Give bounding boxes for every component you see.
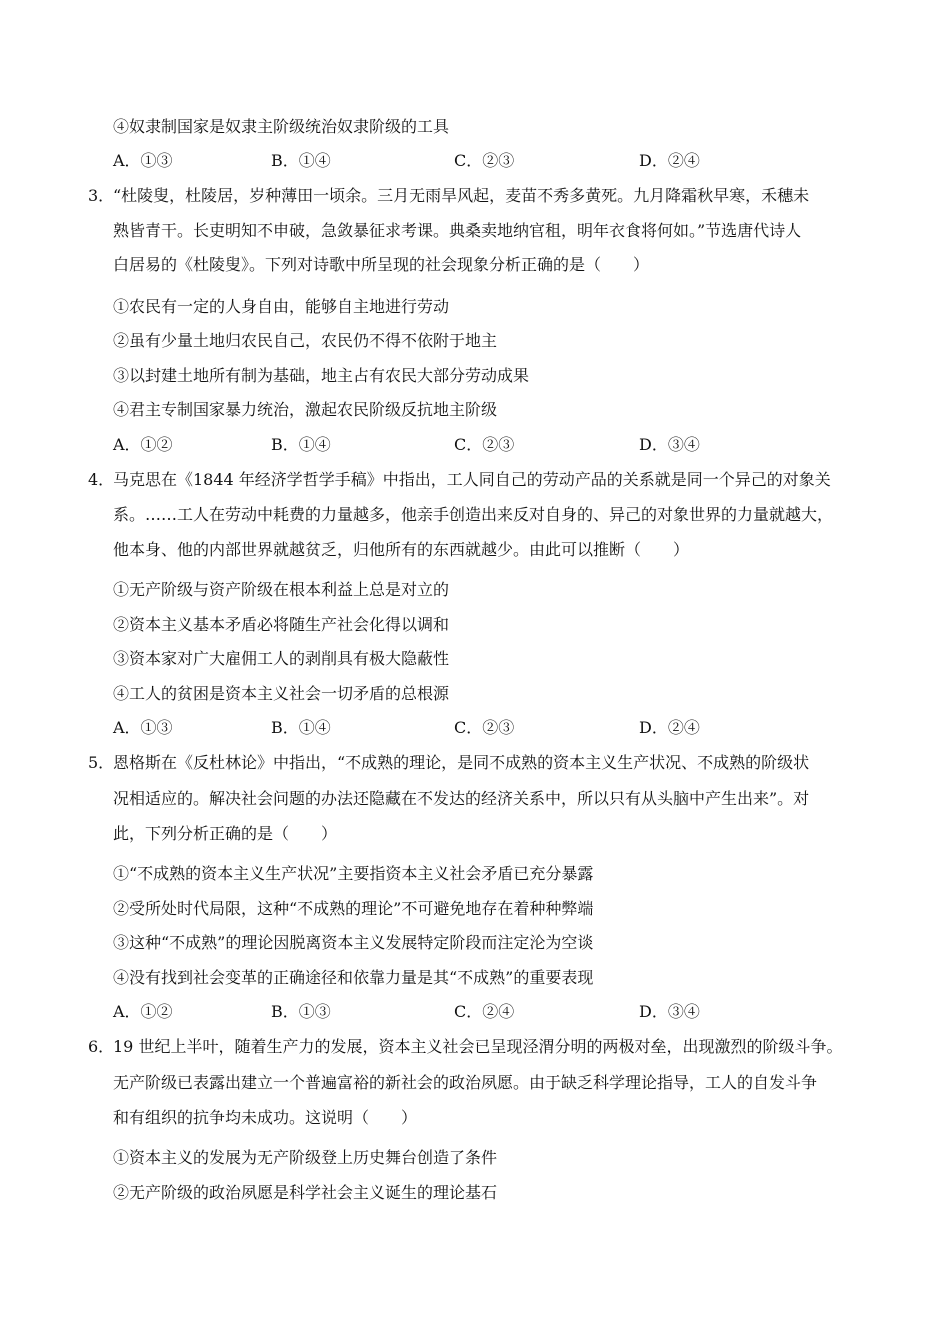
q2-choice-c[interactable]: C．②③: [454, 151, 515, 170]
q5-stem-line-1: 恩格斯在《反杜林论》中指出，“不成熟的理论，是同不成熟的资本主义生产状况、不成熟的阶级状: [113, 753, 810, 772]
q5-choice-b[interactable]: B．①③: [271, 1002, 331, 1021]
q3-stem-line-3: 白居易的《杜陵叟》。下列对诗歌中所呈现的社会现象分析正确的是（ ）: [113, 255, 650, 274]
q4-stem-line-3: 他本身、他的内部世界就越贫乏，归他所有的东西就越少。由此可以推断（ ）: [113, 540, 690, 559]
q6-option-2: ②无产阶级的政治夙愿是科学社会主义诞生的理论基石: [113, 1183, 498, 1202]
q5-option-1: ①“不成熟的资本主义生产状况”主要指资本主义社会矛盾已充分暴露: [113, 864, 594, 883]
q5-choice-a[interactable]: A．①②: [113, 1002, 173, 1021]
q5-choice-d[interactable]: D．③④: [639, 1002, 700, 1021]
q3-stem-line-2: 熟皆青干。长吏明知不申破，急敛暴征求考课。典桑卖地纳官租，明年衣食将何如。”节选唐代诗人: [113, 221, 802, 240]
q4-choice-b[interactable]: B．①④: [271, 718, 331, 737]
q5-stem-line-3: 此，下列分析正确的是（ ）: [113, 824, 338, 843]
q2-choice-d[interactable]: D．②④: [639, 151, 700, 170]
q3-choice-d[interactable]: D．③④: [639, 435, 700, 454]
q3-stem-line-1: “杜陵叟，杜陵居，岁种薄田一顷余。三月无雨旱风起，麦苗不秀多黄死。九月降霜秋早寒，禾穗未: [113, 186, 810, 205]
q6-option-1: ①资本主义的发展为无产阶级登上历史舞台创造了条件: [113, 1148, 498, 1167]
q4-option-1: ①无产阶级与资产阶级在根本利益上总是对立的: [113, 580, 450, 599]
q3-choice-a[interactable]: A．①②: [113, 435, 173, 454]
q4-option-3: ③资本家对广大雇佣工人的剥削具有极大隐蔽性: [113, 649, 450, 668]
q6-stem-line-1: 19 世纪上半叶，随着生产力的发展，资本主义社会已呈现泾渭分明的两极对垒，出现激烈的阶级斗争。: [113, 1037, 843, 1056]
q4-option-2: ②资本主义基本矛盾必将随生产社会化得以调和: [113, 615, 450, 634]
q3-option-3: ③以封建土地所有制为基础，地主占有农民大部分劳动成果: [113, 366, 530, 385]
q6-stem-line-3: 和有组织的抗争均未成功。这说明（ ）: [113, 1108, 418, 1127]
q4-number: 4．: [88, 470, 115, 489]
q6-stem-line-2: 无产阶级已表露出建立一个普遍富裕的新社会的政治夙愿。由于缺乏科学理论指导，工人的自发斗争: [113, 1073, 818, 1092]
q4-choice-d[interactable]: D．②④: [639, 718, 700, 737]
q5-option-2: ②受所处时代局限，这种“不成熟的理论”不可避免地存在着种种弊端: [113, 899, 594, 918]
q4-stem-line-1: 马克思在《1844 年经济学哲学手稿》中指出，工人同自己的劳动产品的关系就是同一个异己的对象关: [113, 470, 831, 489]
q4-choice-a[interactable]: A．①③: [113, 718, 173, 737]
q5-number: 5．: [88, 753, 115, 772]
q3-option-2: ②虽有少量土地归农民自己，农民仍不得不依附于地主: [113, 331, 498, 350]
q4-option-4: ④工人的贫困是资本主义社会一切矛盾的总根源: [113, 684, 450, 703]
q6-number: 6．: [88, 1037, 115, 1056]
q5-option-3: ③这种“不成熟”的理论因脱离资本主义发展特定阶段而注定沦为空谈: [113, 933, 594, 952]
q5-choice-c[interactable]: C．②④: [454, 1002, 515, 1021]
q2-choice-a[interactable]: A．①③: [113, 151, 173, 170]
q5-stem-line-2: 况相适应的。解决社会问题的办法还隐藏在不发达的经济关系中，所以只有从头脑中产生出来”。对: [113, 789, 810, 808]
q3-option-1: ①农民有一定的人身自由，能够自主地进行劳动: [113, 297, 450, 316]
q4-stem-line-2: 系。……工人在劳动中耗费的力量越多，他亲手创造出来反对自身的、异己的对象世界的力量就越大，: [113, 505, 834, 524]
q3-number: 3．: [88, 186, 115, 205]
q3-option-4: ④君主专制国家暴力统治，激起农民阶级反抗地主阶级: [113, 400, 498, 419]
q3-choice-b[interactable]: B．①④: [271, 435, 331, 454]
q3-choice-c[interactable]: C．②③: [454, 435, 515, 454]
q5-option-4: ④没有找到社会变革的正确途径和依靠力量是其“不成熟”的重要表现: [113, 968, 594, 987]
q2-option-4: ④奴隶制国家是奴隶主阶级统治奴隶阶级的工具: [113, 117, 450, 136]
q4-choice-c[interactable]: C．②③: [454, 718, 515, 737]
q2-choice-b[interactable]: B．①④: [271, 151, 331, 170]
